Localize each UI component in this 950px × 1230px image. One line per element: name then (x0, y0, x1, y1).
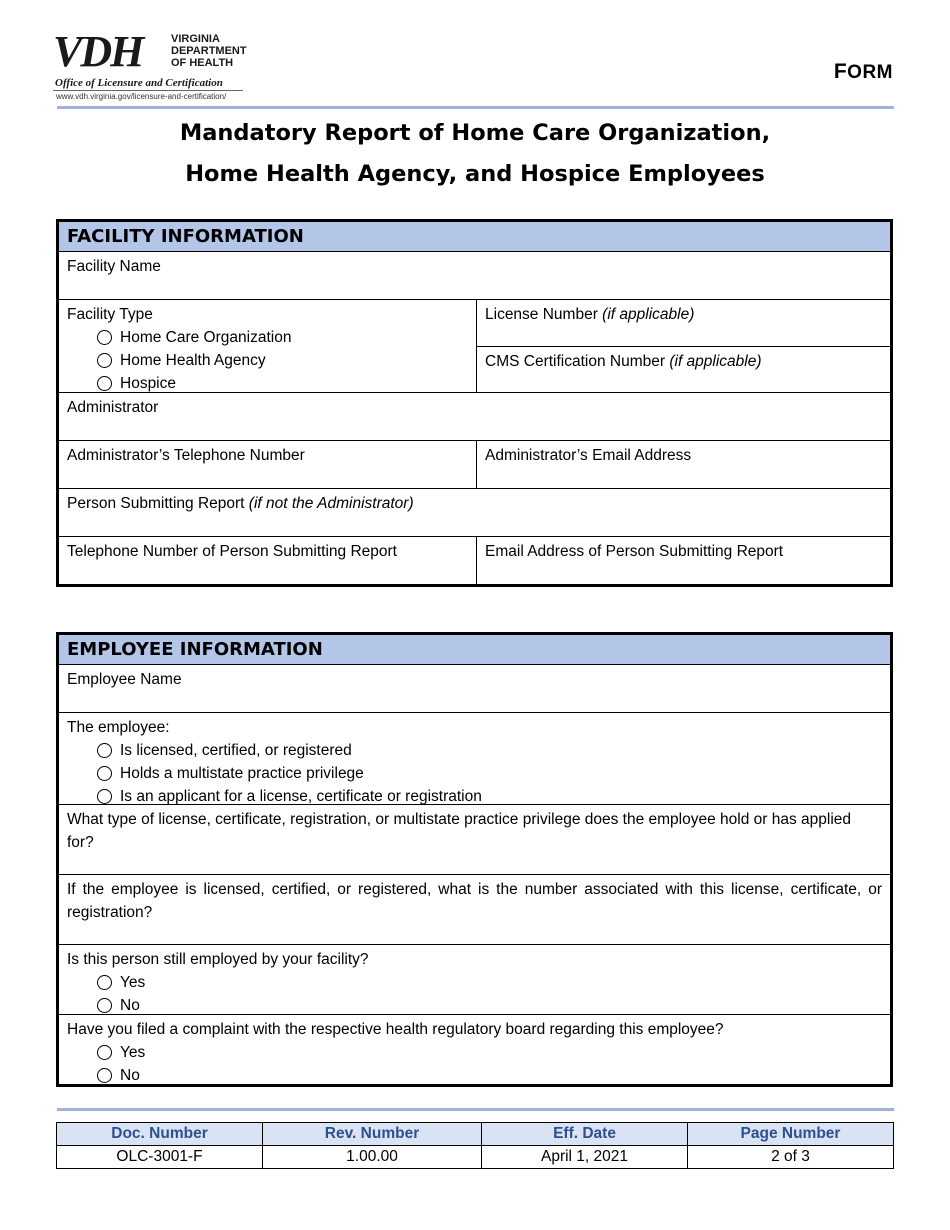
employee-name-row (59, 665, 890, 713)
complaint-option[interactable] (67, 1041, 882, 1064)
license-number-row (59, 875, 890, 945)
facility-type-option[interactable] (67, 349, 468, 372)
facility-type-option[interactable] (67, 372, 468, 395)
cms-number-label: CMS Certification Number (485, 353, 666, 370)
complaint-cell (59, 1015, 890, 1084)
radio-button[interactable] (97, 998, 112, 1013)
logo-letters: VDH (53, 27, 143, 76)
logo-dept-line: OF HEALTH (171, 57, 234, 69)
employee-license-number-field[interactable] (59, 875, 890, 944)
employee-status-option[interactable] (67, 739, 882, 762)
facility-name-label: Facility Name (67, 258, 161, 275)
form-label-rest: ORM (847, 62, 893, 83)
complaint-option[interactable] (67, 1064, 882, 1087)
administrator-row (59, 393, 890, 441)
facility-type-cell (59, 300, 477, 392)
doc-number-value: OLC-3001-F (57, 1146, 263, 1169)
still-employed-option[interactable] (67, 994, 882, 1017)
still-employed-row (59, 945, 890, 1015)
submitter-phone-field[interactable] (59, 537, 477, 584)
document-info-value-row (57, 1146, 894, 1169)
facility-type-label: Facility Type (67, 306, 153, 323)
radio-button[interactable] (97, 376, 112, 391)
admin-email-field[interactable] (477, 441, 890, 488)
option-label: Home Care Organization (120, 329, 292, 346)
logo-divider (53, 90, 243, 91)
submitter-label: Person Submitting Report (67, 495, 245, 512)
doc-number-header: Doc. Number (57, 1123, 263, 1146)
submitter-email-label: Email Address of Person Submitting Report (485, 543, 784, 560)
option-label: Home Health Agency (120, 352, 266, 369)
logo-dept-line: VIRGINIA (171, 33, 220, 45)
rev-number-header: Rev. Number (263, 1123, 482, 1146)
header-divider (57, 106, 894, 109)
radio-button[interactable] (97, 975, 112, 990)
admin-phone-label: Administrator’s Telephone Number (67, 447, 305, 464)
option-label: No (120, 1067, 140, 1084)
title-line-2: Home Health Agency, and Hospice Employees (185, 161, 765, 187)
form-label-initial: F (833, 60, 848, 83)
eff-date-value: April 1, 2021 (482, 1146, 688, 1169)
submitter-phone-label: Telephone Number of Person Submitting Report (67, 543, 397, 560)
submitter-row (59, 489, 890, 537)
license-number-question: If the employee is licensed, certified, or registered, what is the number associated with this license, certificate, or registration? (67, 881, 882, 921)
facility-type-option[interactable] (67, 326, 468, 349)
vdh-logo (53, 27, 253, 102)
rev-number-value: 1.00.00 (263, 1146, 482, 1169)
option-label: Is licensed, certified, or registered (120, 742, 352, 759)
license-number-field[interactable] (477, 300, 890, 347)
radio-button[interactable] (97, 1045, 112, 1060)
radio-button[interactable] (97, 743, 112, 758)
submitter-note: (if not the Administrator) (248, 495, 414, 512)
logo-department (171, 33, 247, 69)
complaint-row (59, 1015, 890, 1084)
facility-information-section (56, 219, 893, 587)
radio-button[interactable] (97, 330, 112, 345)
title-line-1: Mandatory Report of Home Care Organization, (179, 120, 771, 146)
license-number-label: License Number (485, 306, 598, 323)
page-title (0, 113, 950, 195)
logo-url: www.vdh.virginia.gov/licensure-and-certification/ (56, 92, 227, 101)
license-type-question: What type of license, certificate, registration, or multistate practice privilege does the employee hold or has applied for? (67, 811, 852, 851)
employee-status-option[interactable] (67, 762, 882, 785)
employee-name-label: Employee Name (67, 671, 182, 688)
form-label (834, 60, 893, 84)
option-label: Holds a multistate practice privilege (120, 765, 364, 782)
facility-section-header: FACILITY INFORMATION (59, 222, 890, 252)
license-type-row (59, 805, 890, 875)
submitter-email-field[interactable] (477, 537, 890, 584)
option-label: Yes (120, 1044, 146, 1061)
complaint-question: Have you filed a complaint with the respective health regulatory board regarding this employee? (67, 1021, 724, 1038)
option-label: No (120, 997, 140, 1014)
employee-name-field[interactable] (59, 665, 890, 712)
admin-contact-row (59, 441, 890, 489)
footer-divider (57, 1108, 894, 1111)
option-label: Yes (120, 974, 146, 991)
administrator-label: Administrator (67, 399, 159, 416)
submitter-field[interactable] (59, 489, 890, 536)
logo-dept-line: DEPARTMENT (171, 45, 247, 57)
license-note: (if applicable) (602, 306, 695, 323)
radio-button[interactable] (97, 789, 112, 804)
cms-number-field[interactable] (477, 347, 890, 392)
submitter-contact-row (59, 537, 890, 584)
employee-status-row (59, 713, 890, 805)
option-label: Is an applicant for a license, certificate or registration (120, 788, 482, 805)
employee-section-header: EMPLOYEE INFORMATION (59, 635, 890, 665)
admin-phone-field[interactable] (59, 441, 477, 488)
eff-date-header: Eff. Date (482, 1123, 688, 1146)
administrator-field[interactable] (59, 393, 890, 440)
document-info-table (56, 1122, 894, 1169)
facility-name-row (59, 252, 890, 300)
employee-information-section (56, 632, 893, 1087)
facility-type-row (59, 300, 890, 393)
admin-email-label: Administrator’s Email Address (485, 447, 692, 464)
employee-status-label: The employee: (67, 719, 170, 736)
facility-name-field[interactable] (59, 252, 890, 299)
license-type-field[interactable] (59, 805, 890, 874)
radio-button[interactable] (97, 766, 112, 781)
page-number-value: 2 of 3 (688, 1146, 894, 1169)
radio-button[interactable] (97, 353, 112, 368)
logo-office: Office of Licensure and Certification (55, 77, 223, 89)
document-info-header-row (57, 1123, 894, 1146)
still-employed-question: Is this person still employed by your facility? (67, 951, 369, 968)
license-stack (477, 300, 890, 392)
still-employed-option[interactable] (67, 971, 882, 994)
page-number-header: Page Number (688, 1123, 894, 1146)
employee-status-cell (59, 713, 890, 804)
option-label: Hospice (120, 375, 176, 392)
radio-button[interactable] (97, 1068, 112, 1083)
still-employed-cell (59, 945, 890, 1014)
cms-note: (if applicable) (669, 353, 762, 370)
